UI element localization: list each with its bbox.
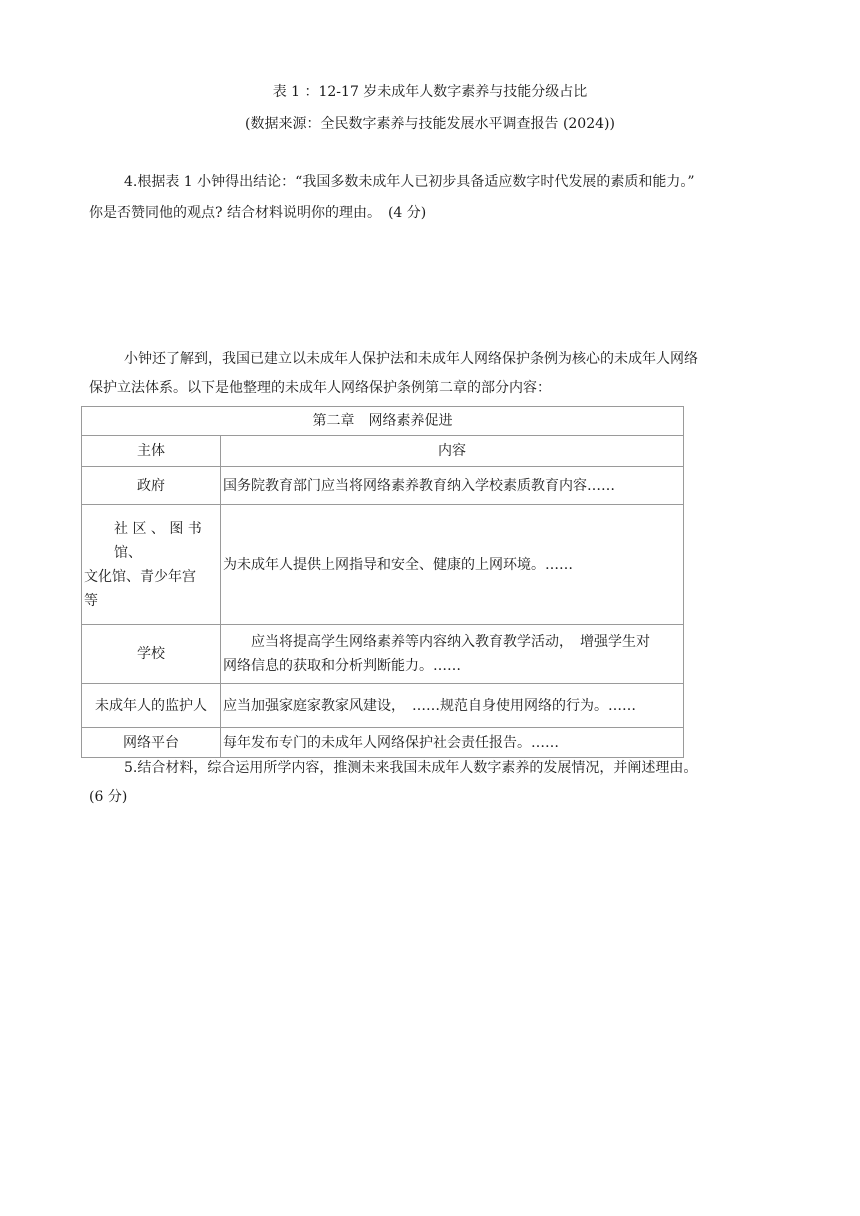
material-line1: 小钟还了解到，我国已建立以未成年人保护法和未成年人网络保护条例为核心的未成年人网络 <box>124 351 698 367</box>
row-subject: 学校 <box>82 625 221 684</box>
material-line2: 保护立法体系。以下是他整理的未成年人网络保护条例第二章的部分内容： <box>89 380 551 396</box>
subject-line: 文化馆、青少年宫 <box>84 568 196 585</box>
content-line: 网络信息的获取和分析判断能力。…… <box>223 658 461 674</box>
row-content: 应当加强家庭家教家风建设， ……规范自身使用网络的行为。…… <box>221 684 684 728</box>
header-subject: 主体 <box>82 436 221 467</box>
question4-line2: 你是否赞同他的观点? 结合材料说明你的理由。 (4 分) <box>89 205 427 221</box>
content-line: 应当将提高学生网络素养等内容纳入教育教学活动， 增强学生对 <box>251 634 650 650</box>
header-content: 内容 <box>221 436 684 467</box>
table-row <box>82 728 684 758</box>
question5-line1: 5.结合材料，综合运用所学内容，推测未来我国未成年人数字素养的发展情况，并阐述理由。 <box>124 760 698 776</box>
subject-line: 社 区 、 图 书 <box>114 520 202 537</box>
table-row <box>82 467 684 505</box>
table-row <box>82 625 684 684</box>
row-content: 每年发布专门的未成年人网络保护社会责任报告。…… <box>221 728 684 758</box>
row-content: 为未成年人提供上网指导和安全、健康的上网环境。…… <box>221 505 684 625</box>
question5-line2: (6 分) <box>89 789 128 805</box>
row-subject: 网络平台 <box>82 728 221 758</box>
table1-title: 表 1 ：12-17 岁未成年人数字素养与技能分级占比 <box>272 84 588 100</box>
row-subject: 未成年人的监护人 <box>82 684 221 728</box>
row-content <box>221 625 684 684</box>
subject-line: 馆、 <box>114 544 142 561</box>
row-subject: 政府 <box>82 467 221 505</box>
regulation-table <box>81 406 684 758</box>
chapter-title: 第二章 网络素养促进 <box>82 407 684 436</box>
table1-source: (数据来源：全民数字素养与技能发展水平调查报告 (2024)) <box>245 116 615 132</box>
row-content: 国务院教育部门应当将网络素养教育纳入学校素质教育内容…… <box>221 467 684 505</box>
row-subject <box>82 505 221 625</box>
table-row <box>82 684 684 728</box>
table-row <box>82 505 684 625</box>
subject-line: 等 <box>84 592 98 609</box>
question4-line1: 4.根据表 1 小钟得出结论：“我国多数未成年人已初步具备适应数字时代发展的素质和能力。” <box>124 174 695 190</box>
